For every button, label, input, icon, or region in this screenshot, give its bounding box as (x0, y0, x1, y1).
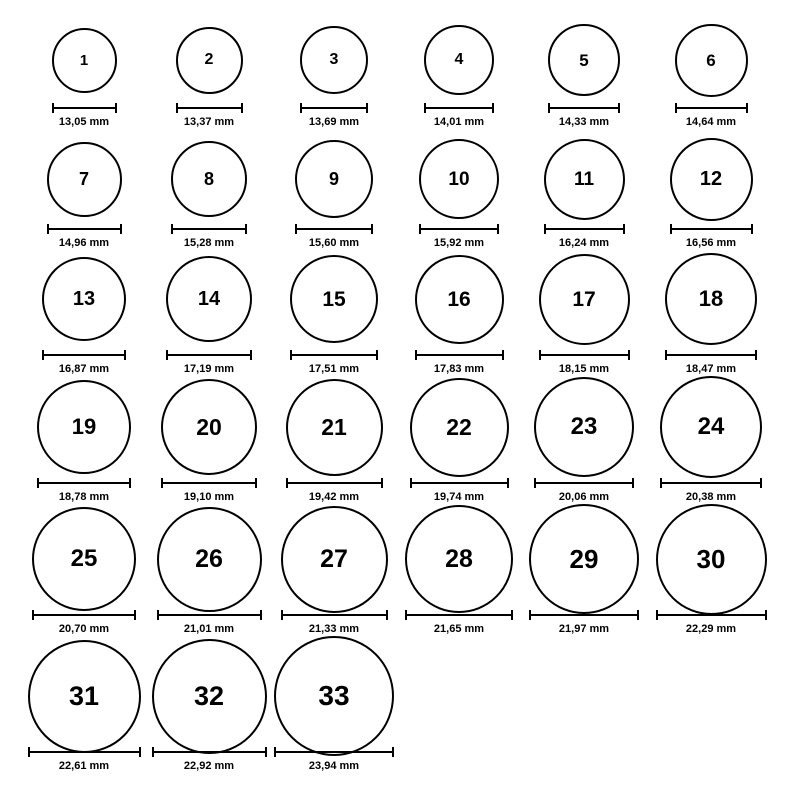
ring-size-cell (272, 140, 396, 249)
ring-size-number: 25 (70, 545, 98, 572)
measure-cap-right (392, 747, 394, 757)
ring-diameter-label: 14,01 mm (433, 116, 485, 128)
ring-diameter-label: 21,97 mm (558, 623, 610, 635)
measure-line (171, 228, 247, 230)
diameter-measure-bar (281, 610, 388, 620)
diameter-measure-bar (665, 350, 757, 360)
measure-cap-left (405, 610, 407, 620)
ring-size-cell (522, 254, 646, 376)
ring-circle (534, 377, 634, 477)
measure-line (166, 354, 252, 356)
ring-size-number: 14 (197, 288, 221, 310)
diameter-measure-bar (548, 103, 620, 113)
diameter-measure-bar (405, 610, 513, 620)
ring-size-cell (397, 139, 521, 249)
measure-cap-right (755, 350, 757, 360)
measure-cap-right (115, 103, 117, 113)
measure-cap-right (751, 224, 753, 234)
ring-size-number: 31 (68, 680, 100, 711)
measure-cap-left (152, 747, 154, 757)
measure-cap-left (176, 103, 178, 113)
measure-cap-left (52, 103, 54, 113)
measure-line (152, 751, 267, 753)
ring-circle (548, 24, 620, 96)
ring-circle (300, 26, 368, 94)
measure-line (415, 354, 504, 356)
ring-circle (290, 255, 378, 343)
ring-circle (32, 507, 136, 611)
diameter-measure-bar (157, 610, 262, 620)
measure-line (281, 614, 388, 616)
ring-size-number: 27 (320, 544, 348, 573)
ring-circle (281, 506, 388, 613)
measure-cap-right (637, 610, 639, 620)
measure-line (660, 482, 762, 484)
measure-cap-right (511, 610, 513, 620)
ring-size-cell (272, 379, 396, 504)
ring-size-cell (272, 26, 396, 128)
measure-cap-right (134, 610, 136, 620)
measure-cap-right (386, 610, 388, 620)
measure-line (161, 482, 257, 484)
diameter-measure-bar (290, 350, 378, 360)
ring-diameter-label: 19,74 mm (433, 491, 485, 503)
measure-cap-right (250, 350, 252, 360)
ring-diameter-label: 22,61 mm (58, 760, 110, 772)
measure-cap-right (632, 478, 634, 488)
ring-size-number: 8 (203, 169, 214, 189)
measure-cap-left (157, 610, 159, 620)
ring-size-number: 6 (706, 50, 716, 70)
ring-size-cell (272, 636, 396, 772)
ring-diameter-label: 13,37 mm (183, 116, 235, 128)
diameter-measure-bar (152, 747, 267, 757)
measure-cap-right (746, 103, 748, 113)
measure-cap-left (660, 478, 662, 488)
measure-cap-left (32, 610, 34, 620)
ring-circle (424, 25, 494, 95)
measure-cap-left (670, 224, 672, 234)
ring-size-cell (649, 376, 773, 503)
measure-line (300, 107, 368, 109)
diameter-measure-bar (539, 350, 630, 360)
ring-diameter-label: 20,70 mm (58, 623, 110, 635)
ring-size-cell (147, 379, 271, 503)
measure-cap-left (534, 478, 536, 488)
measure-cap-left (171, 224, 173, 234)
measure-line (405, 614, 513, 616)
ring-size-number: 3 (329, 51, 339, 68)
diameter-measure-bar (660, 478, 762, 488)
ring-size-cell (649, 138, 773, 250)
measure-line (544, 228, 625, 230)
measure-cap-right (618, 103, 620, 113)
measure-cap-left (675, 103, 677, 113)
ring-size-number: 16 (447, 287, 471, 311)
ring-size-cell (22, 507, 146, 635)
measure-cap-left (415, 350, 417, 360)
ring-size-number: 13 (72, 288, 96, 310)
ring-diameter-label: 14,33 mm (558, 116, 610, 128)
measure-line (295, 228, 373, 230)
ring-size-cell (522, 139, 646, 250)
ring-size-number: 26 (195, 544, 223, 573)
measure-cap-left (290, 350, 292, 360)
ring-size-number: 23 (570, 413, 598, 440)
ring-diameter-label: 15,60 mm (308, 237, 360, 249)
measure-cap-left (424, 103, 426, 113)
measure-cap-right (241, 103, 243, 113)
ring-size-number: 11 (573, 168, 595, 190)
measure-line (656, 614, 767, 616)
ring-size-number: 12 (699, 168, 723, 190)
ring-size-number: 32 (193, 680, 225, 711)
measure-line (286, 482, 383, 484)
ring-diameter-label: 16,87 mm (58, 363, 110, 375)
ring-diameter-label: 22,29 mm (685, 623, 737, 635)
ring-diameter-label: 16,56 mm (685, 237, 737, 249)
diameter-measure-bar (415, 350, 504, 360)
diameter-measure-bar (534, 478, 634, 488)
ring-size-number: 24 (697, 413, 725, 440)
ring-size-cell (22, 142, 146, 250)
ring-size-number: 10 (448, 168, 470, 190)
ring-size-number: 28 (445, 544, 473, 573)
ring-circle (529, 504, 639, 614)
measure-line (28, 751, 141, 753)
diameter-measure-bar (529, 610, 639, 620)
ring-diameter-label: 14,96 mm (58, 237, 110, 249)
measure-cap-right (124, 350, 126, 360)
measure-cap-right (245, 224, 247, 234)
measure-cap-left (548, 103, 550, 113)
ring-size-number: 22 (446, 413, 472, 440)
ring-size-number: 9 (328, 169, 339, 189)
ring-diameter-label: 20,06 mm (558, 491, 610, 503)
ring-circle (166, 256, 252, 342)
measure-line (675, 107, 748, 109)
ring-diameter-label: 13,69 mm (308, 116, 360, 128)
diameter-measure-bar (171, 224, 247, 234)
ring-size-number: 18 (698, 286, 724, 311)
measure-cap-left (529, 610, 531, 620)
ring-circle (670, 138, 753, 221)
ring-circle (656, 504, 767, 615)
ring-circle (42, 257, 126, 341)
measure-cap-right (623, 224, 625, 234)
measure-cap-right (765, 610, 767, 620)
ring-size-cell (649, 253, 773, 375)
measure-line (419, 228, 499, 230)
ring-size-cell (272, 506, 396, 636)
ring-size-cell (22, 28, 146, 129)
ring-diameter-label: 18,47 mm (685, 363, 737, 375)
ring-size-number: 7 (78, 169, 89, 189)
measure-cap-left (28, 747, 30, 757)
diameter-measure-bar (161, 478, 257, 488)
measure-line (529, 614, 639, 616)
ring-size-number: 1 (79, 51, 89, 69)
measure-cap-left (42, 350, 44, 360)
diameter-measure-bar (274, 747, 394, 757)
ring-diameter-label: 22,92 mm (183, 760, 235, 772)
measure-cap-left (419, 224, 421, 234)
measure-cap-left (47, 224, 49, 234)
measure-cap-left (274, 747, 276, 757)
measure-line (32, 614, 136, 616)
measure-cap-right (255, 478, 257, 488)
ring-circle (405, 505, 513, 613)
ring-diameter-label: 17,51 mm (308, 363, 360, 375)
ring-size-cell (397, 505, 521, 635)
ring-size-cell (22, 380, 146, 503)
ring-size-number: 29 (569, 544, 599, 574)
ring-circle (28, 640, 141, 753)
diameter-measure-bar (28, 747, 141, 757)
measure-cap-left (286, 478, 288, 488)
ring-diameter-label: 19,42 mm (308, 491, 360, 503)
ring-size-cell (522, 377, 646, 503)
ring-circle (152, 639, 267, 754)
measure-cap-right (129, 478, 131, 488)
ring-size-number: 20 (196, 413, 222, 440)
ring-size-cell (147, 27, 271, 129)
ring-diameter-label: 14,64 mm (685, 116, 737, 128)
measure-cap-left (281, 610, 283, 620)
measure-cap-right (381, 478, 383, 488)
diameter-measure-bar (166, 350, 252, 360)
measure-cap-left (410, 478, 412, 488)
ring-circle (419, 139, 499, 219)
measure-cap-right (507, 478, 509, 488)
diameter-measure-bar (670, 224, 753, 234)
ring-circle (286, 379, 383, 476)
diameter-measure-bar (419, 224, 499, 234)
ring-circle (37, 380, 131, 474)
ring-diameter-label: 21,01 mm (183, 623, 235, 635)
ring-size-cell (522, 24, 646, 128)
ring-size-cell (22, 640, 146, 773)
measure-cap-left (665, 350, 667, 360)
ring-size-number: 4 (454, 51, 464, 68)
ring-diameter-label: 19,10 mm (183, 491, 235, 503)
ring-diameter-label: 21,65 mm (433, 623, 485, 635)
measure-cap-right (628, 350, 630, 360)
measure-cap-left (544, 224, 546, 234)
diameter-measure-bar (410, 478, 509, 488)
diameter-measure-bar (37, 478, 131, 488)
ring-size-number: 30 (696, 544, 726, 574)
ring-size-number: 19 (71, 414, 97, 439)
ring-diameter-label: 20,38 mm (685, 491, 737, 503)
measure-cap-right (760, 478, 762, 488)
measure-cap-left (300, 103, 302, 113)
measure-cap-right (139, 747, 141, 757)
ring-circle (157, 507, 262, 612)
ring-size-number: 21 (321, 413, 347, 440)
ring-size-cell (147, 256, 271, 375)
ring-size-number: 33 (318, 680, 350, 711)
measure-cap-right (497, 224, 499, 234)
ring-circle (410, 378, 509, 477)
diameter-measure-bar (424, 103, 494, 113)
measure-line (37, 482, 131, 484)
ring-size-number: 17 (572, 287, 596, 311)
measure-cap-right (366, 103, 368, 113)
ring-size-cell (22, 257, 146, 375)
measure-cap-right (376, 350, 378, 360)
measure-cap-right (120, 224, 122, 234)
ring-circle (47, 142, 122, 217)
measure-cap-right (265, 747, 267, 757)
ring-diameter-label: 18,78 mm (58, 491, 110, 503)
ring-size-number: 2 (204, 51, 214, 68)
ring-circle (274, 636, 394, 756)
measure-cap-left (166, 350, 168, 360)
measure-cap-left (295, 224, 297, 234)
measure-line (410, 482, 509, 484)
ring-size-cell (649, 504, 773, 636)
ring-circle (52, 28, 117, 93)
measure-line (539, 354, 630, 356)
measure-cap-right (371, 224, 373, 234)
measure-line (665, 354, 757, 356)
ring-circle (544, 139, 625, 220)
ring-size-cell (397, 378, 521, 504)
diameter-measure-bar (42, 350, 126, 360)
diameter-measure-bar (52, 103, 117, 113)
diameter-measure-bar (675, 103, 748, 113)
measure-cap-right (492, 103, 494, 113)
diameter-measure-bar (300, 103, 368, 113)
ring-size-cell (147, 639, 271, 773)
ring-circle (171, 141, 247, 217)
ring-size-number: 5 (579, 50, 589, 70)
ring-circle (161, 379, 257, 475)
measure-line (534, 482, 634, 484)
ring-circle (665, 253, 757, 345)
measure-line (42, 354, 126, 356)
ring-size-cell (397, 25, 521, 128)
measure-cap-left (37, 478, 39, 488)
measure-cap-left (539, 350, 541, 360)
measure-line (274, 751, 394, 753)
diameter-measure-bar (544, 224, 625, 234)
ring-size-cell (272, 255, 396, 375)
measure-line (424, 107, 494, 109)
measure-cap-right (502, 350, 504, 360)
ring-diameter-label: 15,28 mm (183, 237, 235, 249)
ring-size-number: 15 (322, 287, 346, 311)
measure-line (548, 107, 620, 109)
diameter-measure-bar (295, 224, 373, 234)
ring-diameter-label: 13,05 mm (58, 116, 110, 128)
ring-diameter-label: 23,94 mm (308, 760, 360, 772)
ring-diameter-label: 15,92 mm (433, 237, 485, 249)
measure-cap-left (656, 610, 658, 620)
ring-diameter-label: 17,83 mm (433, 363, 485, 375)
ring-size-cell (397, 255, 521, 376)
ring-size-cell (649, 24, 773, 129)
ring-size-cell (147, 141, 271, 249)
measure-cap-left (161, 478, 163, 488)
diameter-measure-bar (176, 103, 243, 113)
diameter-measure-bar (47, 224, 122, 234)
ring-circle (660, 376, 762, 478)
measure-line (290, 354, 378, 356)
ring-circle (176, 27, 243, 94)
ring-circle (539, 254, 630, 345)
ring-diameter-label: 17,19 mm (183, 363, 235, 375)
diameter-measure-bar (32, 610, 136, 620)
measure-line (157, 614, 262, 616)
ring-size-cell (147, 507, 271, 636)
ring-circle (675, 24, 748, 97)
diameter-measure-bar (656, 610, 767, 620)
diameter-measure-bar (286, 478, 383, 488)
measure-line (52, 107, 117, 109)
ring-diameter-label: 18,15 mm (558, 363, 610, 375)
measure-line (176, 107, 243, 109)
measure-line (47, 228, 122, 230)
measure-line (670, 228, 753, 230)
measure-cap-right (260, 610, 262, 620)
ring-size-cell (522, 504, 646, 635)
ring-diameter-label: 21,33 mm (308, 623, 360, 635)
ring-diameter-label: 16,24 mm (558, 237, 610, 249)
ring-circle (295, 140, 373, 218)
ring-circle (415, 255, 504, 344)
